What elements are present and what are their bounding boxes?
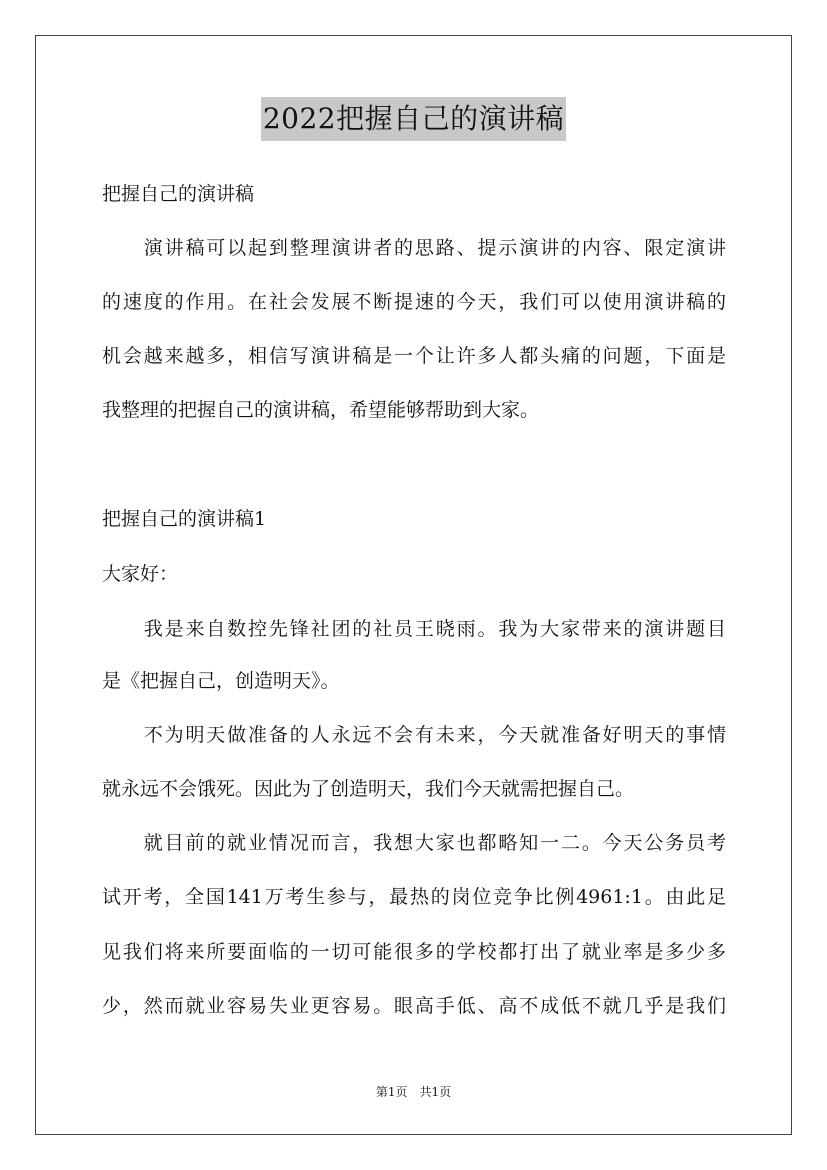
section-heading: 把握自己的演讲稿1	[102, 508, 267, 530]
paragraph-line: 我是来自数控先锋社团的社员王晓雨。我为大家带来的演讲题目	[102, 618, 726, 640]
page-footer: 第1页 共1页	[375, 1085, 452, 1099]
title-container	[0, 97, 827, 141]
paragraph-line: 演讲稿可以起到整理演讲者的思路、提示演讲的内容、限定演讲	[102, 237, 726, 259]
paragraph-line: 不为明天做准备的人永远不会有未来，今天就准备好明天的事情	[102, 724, 726, 746]
paragraph-line: 少，然而就业容易失业更容易。眼高手低、高不成低不就几乎是我们	[102, 995, 726, 1017]
paragraph-line: 的速度的作用。在社会发展不断提速的今天，我们可以使用演讲稿的	[102, 291, 726, 313]
paragraph-line: 是《把握自己，创造明天》。	[102, 670, 340, 692]
paragraph-line: 就永远不会饿死。因此为了创造明天，我们今天就需把握自己。	[102, 778, 635, 800]
greeting-line: 大家好：	[102, 563, 179, 585]
paragraph-line: 见我们将来所要面临的一切可能很多的学校都打出了就业率是多少多	[102, 941, 726, 963]
document-title: 2022把握自己的演讲稿	[261, 97, 566, 141]
paragraph-line: 我整理的把握自己的演讲稿，希望能够帮助到大家。	[102, 399, 540, 421]
section-heading: 把握自己的演讲稿	[102, 183, 255, 205]
paragraph-line: 试开考，全国141万考生参与，最热的岗位竞争比例4961:1。由此足	[102, 886, 726, 908]
paragraph-line: 机会越来越多，相信写演讲稿是一个让许多人都头痛的问题，下面是	[102, 345, 726, 367]
paragraph-line: 就目前的就业情况而言，我想大家也都略知一二。今天公务员考	[102, 832, 726, 854]
